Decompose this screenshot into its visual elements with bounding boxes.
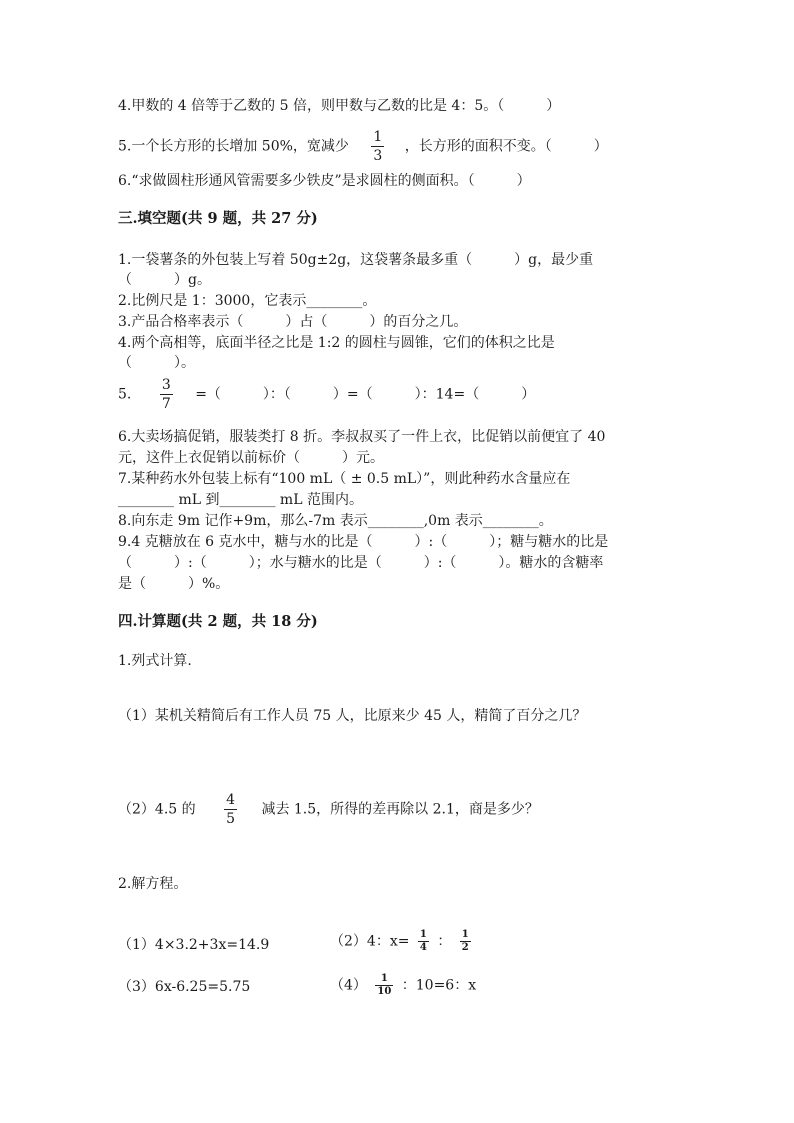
fraction-bar [224,809,237,810]
fill-question-7-line-2: ________ mL 到________ mL 范围内。 [118,492,363,508]
calc-question-1-2 [118,793,539,826]
fraction-one-quarter [418,930,429,953]
fraction-three-sevenths [160,378,173,411]
fill-question-1-line-2: （ ）g。 [118,272,211,288]
fill-question-8: 8.向东走 9m 记作+9m，那么-7m 表示________,0m 表示________。 [118,513,553,529]
fraction-denominator: 5 [226,811,235,827]
equation-4-text-b: ：10=6：x [401,977,477,994]
fraction-denominator: 4 [419,942,427,953]
fraction-four-fifths [224,793,237,826]
fill-question-7-line-1: 7.某种药水外包装上标有“100 mL（ ± 0.5 mL）”，则此种药水含量应在 [118,471,571,487]
fraction-numerator: 1 [373,129,383,145]
equation-2 [330,930,475,953]
fraction-denominator: 7 [161,396,171,412]
fraction-numerator: 3 [161,377,171,393]
fraction-bar [371,146,384,147]
calc-question-2: 2.解方程。 [118,876,188,892]
fraction-bar [160,394,173,395]
fraction-one-tenth [375,974,393,997]
fill-question-5-equation: =（ ）：（ ）=（ ）：14=（ ） [195,386,536,403]
judge-question-5 [118,130,608,163]
fraction-one-half [460,930,471,953]
fill-question-5-label: 5. [118,386,132,403]
equation-4 [330,974,476,997]
fill-question-4-line-1: 4.两个高相等，底面半径之比是 1:2 的圆柱与圆锥，它们的体积之比是 [118,335,555,351]
fraction-denominator: 2 [461,942,469,953]
judge-question-5-text-b: ，长方形的面积不变。（ ） [404,138,608,155]
fill-question-9-line-1: 9.4 克糖放在 6 克水中，糖与水的比是（ ）:（ ）；糖与糖水的比是 [118,534,609,550]
equation-4-text-a: （4） [330,977,367,994]
ratio-colon: ： [437,933,452,950]
calc-question-1-1: （1）某机关精简后有工作人员 75 人，比原来少 45 人，精简了百分之几？ [118,708,587,724]
fill-question-3: 3.产品合格率表示（ ）占（ ）的百分之几。 [118,314,468,330]
calc-question-1-2-text-b: 减去 1.5，所得的差再除以 2.1，商是多少？ [261,801,539,818]
equation-3: （3）6x-6.25=5.75 [118,979,251,995]
equation-1: （1）4×3.2+3x=14.9 [118,937,270,953]
section-3-title: 三.填空题(共 9 题，共 27 分) [118,210,318,227]
fraction-numerator: 1 [461,929,469,940]
judge-question-6: 6.“求做圆柱形通风管需要多少铁皮”是求圆柱的侧面积。（ ） [118,173,531,189]
fill-question-6-line-2: 元，这件上衣促销以前标价（ ）元。 [118,450,384,466]
fraction-numerator: 4 [226,792,235,808]
judge-question-4: 4.甲数的 4 倍等于乙数的 5 倍，则甲数与乙数的比是 4：5。（ ） [118,98,561,114]
fill-question-5 [118,378,535,411]
fraction-numerator: 1 [380,973,388,984]
fill-question-1-line-1: 1.一袋薯条的外包装上写着 50g±2g，这袋薯条最多重（ ）g，最少重 [118,252,594,268]
fraction-numerator: 1 [419,929,427,940]
fraction-denominator: 3 [373,148,383,164]
calc-question-1: 1.列式计算. [118,653,192,669]
fill-question-2: 2.比例尺是 1：3000，它表示________。 [118,293,377,309]
fraction-one-third [371,130,384,163]
fill-question-4-line-2: （ ）。 [118,355,195,371]
fill-question-9-line-3: 是（ ）%。 [118,576,230,592]
fraction-denominator: 10 [377,986,392,997]
fill-question-9-line-2: （ ）:（ ）；水与糖水的比是（ ）:（ ）。糖水的含糖率 [118,555,604,571]
judge-question-5-text-a: 5.一个长方形的长增加 50%，宽减少 [118,138,349,155]
equation-2-text: （2）4：x= [330,933,410,950]
calc-question-1-2-text-a: （2）4.5 的 [118,801,196,818]
fill-question-6-line-1: 6.大卖场搞促销，服装类打 8 折。李叔叔买了一件上衣，比促销以前便宜了 40 [118,429,606,445]
section-4-title: 四.计算题(共 2 题，共 18 分) [118,613,318,630]
